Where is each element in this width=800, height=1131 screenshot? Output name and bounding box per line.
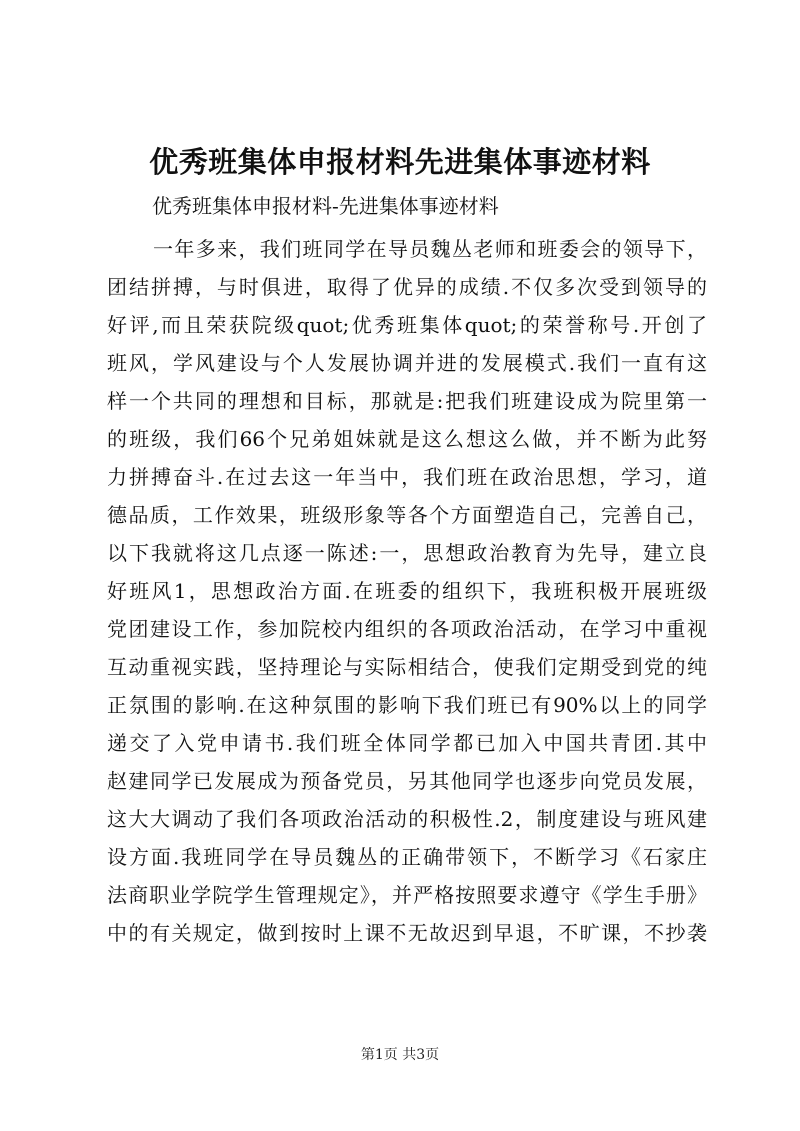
paragraph-line: 这大大调动了我们各项政治活动的积极性.2，制度建设与班风建 — [107, 807, 707, 831]
paragraph-line: 以下我就将这几点逐一陈述:一，思想政治教育为先导，建立良 — [107, 541, 707, 565]
paragraph-line: 德品质，工作效果，班级形象等各个方面塑造自己，完善自己， — [107, 503, 707, 527]
paragraph-line: 样一个共同的理想和目标，那就是:把我们班建设成为院里第一 — [107, 389, 707, 413]
paragraph-line: 党团建设工作，参加院校内组织的各项政治活动，在学习中重视 — [107, 617, 707, 641]
document-subtitle: 优秀班集体申报材料-先进集体事迹材料 — [152, 194, 499, 218]
paragraph-line: 班风，学风建设与个人发展协调并进的发展模式.我们一直有这 — [107, 351, 707, 375]
paragraph-line: 力拼搏奋斗.在过去这一年当中，我们班在政治思想，学习，道 — [107, 465, 707, 489]
document-title: 优秀班集体申报材料先进集体事迹材料 — [149, 145, 651, 179]
paragraph-line: 团结拼搏，与时俱进，取得了优异的成绩.不仅多次受到领导的 — [107, 275, 707, 299]
paragraph-line: 设方面.我班同学在导员魏丛的正确带领下，不断学习《石家庄 — [107, 845, 707, 869]
paragraph-line: 好班风1，思想政治方面.在班委的组织下，我班积极开展班级 — [107, 579, 707, 603]
paragraph-line: 好评,而且荣获院级quot;优秀班集体quot;的荣誉称号.开创了 — [107, 313, 707, 337]
paragraph-line: 的班级，我们66个兄弟姐妹就是这么想这么做，并不断为此努 — [107, 427, 707, 451]
paragraph-line: 中的有关规定，做到按时上课不无故迟到早退，不旷课，不抄袭 — [107, 921, 707, 945]
body-paragraph — [107, 230, 707, 952]
paragraph-line: 法商职业学院学生管理规定》，并严格按照要求遵守《学生手册》 — [107, 883, 707, 907]
paragraph-line: 一年多来，我们班同学在导员魏丛老师和班委会的领导下， — [153, 237, 707, 261]
paragraph-line: 正氛围的影响.在这种氛围的影响下我们班已有90%以上的同学 — [107, 693, 707, 717]
page-number-footer: 第1页 共3页 — [360, 1047, 440, 1063]
paragraph-line: 赵建同学已发展成为预备党员，另其他同学也逐步向党员发展， — [107, 769, 707, 793]
paragraph-line: 互动重视实践，坚持理论与实际相结合，使我们定期受到党的纯 — [107, 655, 707, 679]
paragraph-line: 递交了入党申请书.我们班全体同学都已加入中国共青团.其中 — [107, 731, 707, 755]
